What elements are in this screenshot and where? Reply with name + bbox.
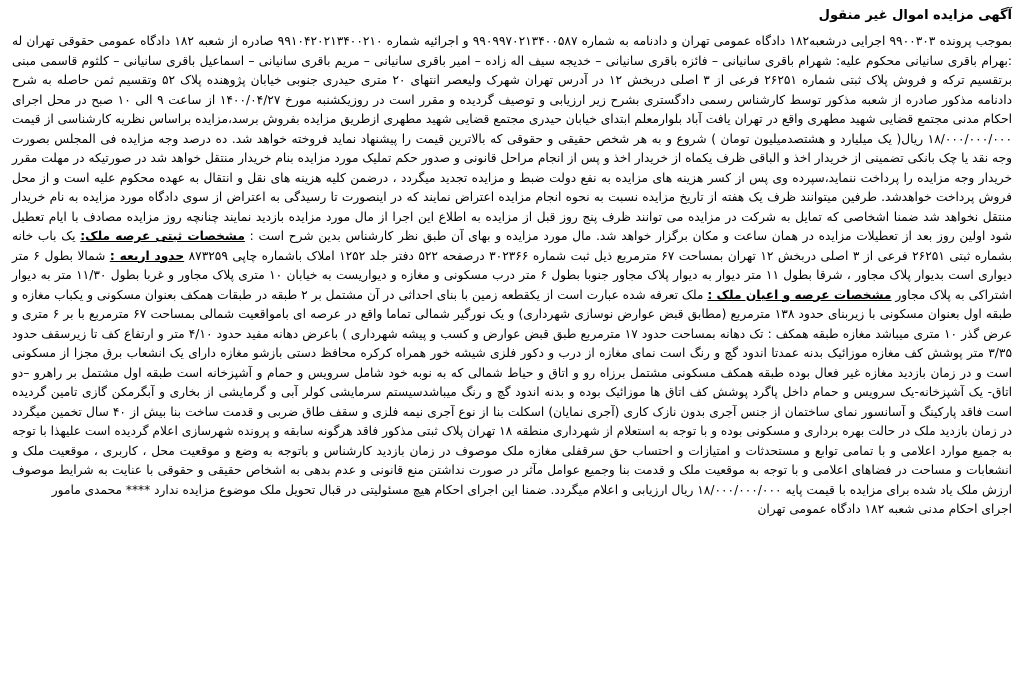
registry-specs-text: یک باب خانه بشماره ثبتی ۲۶۲۵۱ فرعی از ۳ اصلی دربخش ۱۲ تهران بمساحت ۶۷ مترمربع ذیل ثبت شماره ۳۰۲۳۶۶ درصفحه ۵۲۲ دفتر جلد ۱۲۵۲ املاک باشماره چاپی ۸۷۳۲۵۹ [12, 229, 1013, 263]
notice-body [12, 32, 1012, 500]
signature-line: اجرای احکام مدنی شعبه ۱۸۲ دادگاه عمومی تهران [757, 502, 1012, 516]
notice-title: آگهی مزایده اموال غیر منقول [818, 8, 1012, 23]
registry-specs-label: مشخصات ثبتی عرصه ملک: [80, 229, 245, 243]
property-specs-label: مشخصات عرصه و اعیان ملک : [707, 287, 892, 302]
borders-label: حدود اربعه : [109, 248, 185, 263]
borders-text: شمالا بطول ۶ متر دیواری است بدیوار پلاک مجاور ، شرقا بطول ۱۱ متر دیوار به دیوار پلاک مجاور جنوبا بطول ۶ متر درب مسکونی و مغازه و دیواریست به خیابان ۱۰ متری پلاک مجاور و غربا بطول ۱۱/۳۰ متر به دیوار اشتراکی به پلاک مجاور [12, 248, 1013, 302]
property-specs-text: ملک تعرفه شده عبارت است از یکقطعه زمین با بنای احداثی در آن مشتمل بر ۲ طبقه در طبقات همکف بعنوان مسکونی و یکباب مغازه و طبقه اول بعنوان مسکونی با زیربنای حدود ۱۳۸ مترمربع (مطابق قبض عوارض نوسازی شهرداری) و یک نورگیر شمالی تماما واقع در عرصه ای بامواقعیت شمالی بمساحت ۶۷ مترمربع با بر ۶ متری و عرض گذر ۱۰ متری میباشد مغازه طبقه همکف : تک دهانه بمساحت حدود ۱۷ مترمربع طبق قبض عوارض و کسب و پیشه شهرداری ) باعرض دهانه مفید حدود ۴/۱۰ متر و ارتفاع کف تا زیرسقف حدود ۳/۳۵ متر پوشش کف مغازه موزائیک بدنه عمدتا اندود گچ و رنگ است نمای مغازه از درب و دکور فلزی شیشه خور همراه کرکره محافظ دستی بازشو مغازه دارای یک انشعاب برق مجزا از مسکونی است و در زمان بازدید مغازه غیر فعال بوده طبقه همکف مسکونی مشتمل برزاه رو و اتاق و حیاط شمالی که به نوبه خود شامل سرویس و حمام و آشپزخانه است طبقه اول مشتمل بر راهرو –دو اتاق- یک آشپزخانه-یک سرویس و حمام داخل پاگرد پوشش کف اتاق ها موزائیک بوده و بدنه اندود گچ و رنگ میباشدسیستم سرمایشی کولر آبی و گرمایشی از بخاری و آبگرمکن گازی تامین گردیده است فاقد پارکینگ و آسانسور نمای ساختمان از جنس آجری بدون نازک کاری (آجری نمایان) اسکلت بنا از نوع آجری نیمه فلزی و سقف طاق ضربی و قدمت ساخت بنا بیش از ۴۰ سال تخمین میگردد در زمان بازدید ملک در حالت بهره برداری و مسکونی بوده و با توجه به استعلام از شهرداری منطقه ۱۸ تهران پلاک ثبتی مذکور فاقد هرگونه سابقه و پرونده شهرسازی اعلام گردیده است علیهذا با توجه به جمیع موارد اعلامی و با تمامی توابع و مستحدثات و امتیازات و احتساب حق سرقفلی مغازه ملک موصوف در زمان بازدید کارشناس و باتوجه به وضع و موقعیت محل ، کاربری ، موقعیت ملک و انشعابات و مساحت در فضاهای اعلامی و با توجه به موقعیت ملک و قدمت بنا وجمیع عوامل مآثر در صورت نداشتن منع قانونی و عدم بدهی به اشخاص حقیقی و حقوقی با عنایت به شرایط موصوف ارزش ملک یاد شده برای مزایده با قیمت پایه ۱۸/۰۰۰/۰۰۰/۰۰۰ ریال ارزیابی و اعلام میگردد. ضمنا این اجرای احکام هیچ مسئولیتی در قبال تحویل ملک موضوع مزایده ندارد **** محمدی مامور [12, 287, 1013, 497]
intro-paragraph: بموجب پرونده ۹۹۰۰۳۰۳ اجرایی درشعبه۱۸۲ دادگاه عمومی تهران و دادنامه به شماره ۹۹۰۹۹۷۰۲۱۳۴۰۰۵۸۷ و اجرائیه شماره ۹۹۱۰۴۲۰۲۱۳۴۰۰۲۱۰ صادره از شعبه ۱۸۲ دادگاه عمومی حقوقی تهران له :بهرام باقری سانیانی محکوم علیه: شهرام باقری سانیانی – فائزه باقری سانیانی – خدیجه سیف اله زاده – امیر باقری سانیانی – مریم باقری سانیانی – اسماعیل باقری سانیانی – کلثوم قاسمی مبنی برتقسیم ترکه و فروش پلاک ثبتی شماره ۲۶۲۵۱ فرعی از ۳ اصلی دربخش ۱۲ در آدرس تهران شهرک ولیعصر انتهای ۲۰ متری حیدری جنوبی خیابان پژوهنده پلاک ۵۲ وتقسیم ثمن حاصله به شرح دادنامه مذکور صادره از شعبه مذکور توسط کارشناس رسمی دادگستری بشرح زیر ارزیابی و توصیف گردیده و مقرر است در روزیکشنبه مورخ ۱۴۰۰/۰۴/۲۷ از ساعت ۹ الی ۱۰ صبح در محل اجرای احکام مدنی مجتمع قضایی شهید مطهری واقع در تهران یافت آباد بلوارمعلم ابتدای خیابان حیدری مجتمع قضایی شهید مطهری ازطریق مزایده بفروش برسد،مزایده براساس نظریه کارشناسی از قیمت ۱۸/۰۰۰/۰۰۰/۰۰۰ ریال( یک میلیارد و هشتصدمیلیون تومان ) شروع و به هر شخص حقیقی و حقوقی که بالاترین قیمت را پیشنهاد نماید فروخته خواهد شد. ده درصد وجه مزایده فی المجلس بصورت وجه نقد یا چک بانکی تضمینی از خریدار اخذ و الباقی ظرف یکماه از خریدار اخذ و پس از انجام مراحل قانونی و صدور حکم تملیک مورد مزایده بنام خریدار منتقل خواهد شد در صورتیکه در مهلت مقرر خریدار وجه مزایده را پرداخت ننماید،سپرده وی پس از کسر هزینه های مزایده به نفع دولت ضبط و مزایده تجدید میگردد ، درضمن کلیه هزینه های نقل و انتقال به عهده محکوم علیه است و از محل فروش پرداخت خواهدشد. طرفین میتوانند ظرف یک هفته از تاریخ مزایده نسبت به نحوه انجام مزایده اعتراض نمایند که در اینصورت تا رسیدگی به اعتراض از سوی دادگاه مورد مزایده به نام خریدار منتقل نخواهد شد ضمنا اشخاصی که تمایل به شرکت در مزایده می توانند ظرف پنج روز قبل از مزایده به اطلاع این اجرا از مال مورد مزایده بازدید نمایند چنانچه روز مزایده مصادف با ایام تعطیل شود اولین روز بعد از تعطیلات مزایده در همان ساعت و مکان برگزار خواهد شد. مال مورد مزایده و بهای آن طبق نظر کارشناس بدین شرح است : [12, 34, 1013, 243]
